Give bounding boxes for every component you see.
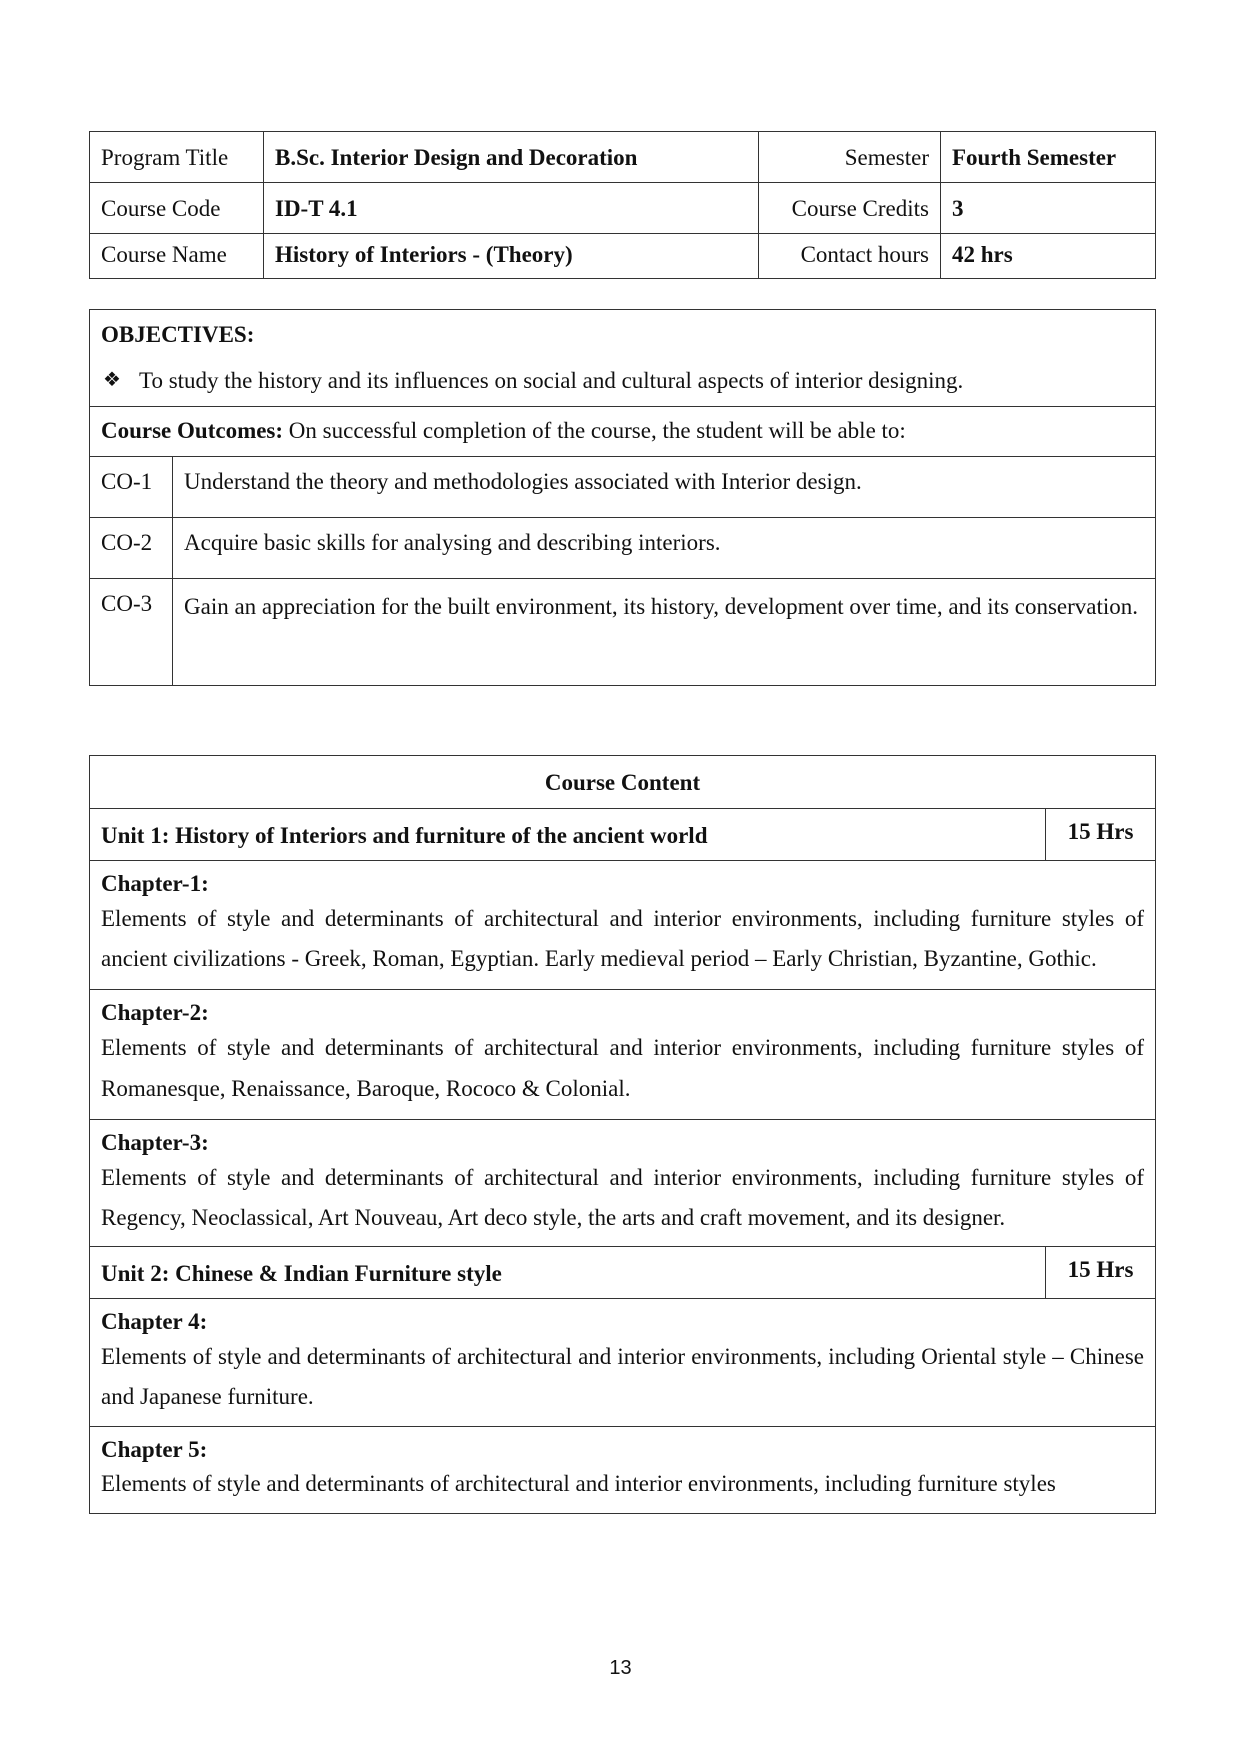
page-number: 13 <box>609 1657 632 1679</box>
chapter-heading: Chapter 4: <box>101 1309 208 1335</box>
outcome-code: CO-1 <box>90 456 173 517</box>
outcome-code: CO-2 <box>90 517 173 578</box>
chapter-cell <box>90 861 1156 990</box>
chapter-cell <box>90 1299 1156 1426</box>
chapter-cell <box>90 1119 1156 1246</box>
chapter-cell <box>90 1426 1156 1513</box>
outcome-text: Acquire basic skills for analysing and describing interiors. <box>173 517 1156 578</box>
objectives-heading: OBJECTIVES: <box>101 322 255 347</box>
course-code-row <box>90 183 1156 234</box>
chapter-body: Elements of style and determinants of architectural and interior environments, including furniture styles of Regency, Neoclassical, Art Nouveau, Art deco style, the arts and craft movement, and its designer. <box>101 1164 1144 1230</box>
diamond-bullet-icon: ❖ <box>103 366 121 391</box>
chapter-heading: Chapter-3: <box>101 1129 209 1155</box>
outcome-row <box>90 578 1156 685</box>
program-title-row <box>90 132 1156 183</box>
chapter-row <box>90 861 1156 990</box>
course-credits-value: 3 <box>941 183 1156 234</box>
course-content-table <box>89 755 1156 1514</box>
objective-text: To study the history and its influences on social and cultural aspects of interior designing. <box>139 367 964 393</box>
outcomes-heading: Course Outcomes: On successful completion of the course, the student will be able to: <box>90 406 1156 456</box>
chapter-cell <box>90 990 1156 1119</box>
unit-hours: 15 Hrs <box>1046 1247 1156 1299</box>
outcome-code: CO-3 <box>90 578 173 685</box>
course-content-title-row <box>90 756 1156 809</box>
objectives-table <box>89 309 1156 686</box>
chapter-body: Elements of style and determinants of architectural and interior environments, including Oriental style – Chinese and Japanese furniture. <box>101 1344 1144 1410</box>
program-title-label: Program Title <box>90 132 264 183</box>
chapter-heading: Chapter-1: <box>101 871 209 896</box>
chapter-heading: Chapter 5: <box>101 1436 208 1462</box>
semester-label: Semester <box>759 132 941 183</box>
unit-hours: 15 Hrs <box>1046 809 1156 861</box>
unit-row <box>90 1247 1156 1299</box>
objective-item <box>101 366 1144 396</box>
chapter-body: Elements of style and determinants of architectural and interior environments, including furniture styles of ancient civilizations - Greek, Roman, Egyptian. Early medieval period – Early Christian, Byzantine, Gothic. <box>101 905 1144 972</box>
chapter-row <box>90 1119 1156 1246</box>
program-title-value: B.Sc. Interior Design and Decoration <box>264 132 759 183</box>
course-code-label: Course Code <box>90 183 264 234</box>
unit-row <box>90 809 1156 861</box>
chapter-row <box>90 1426 1156 1513</box>
outcome-text: Understand the theory and methodologies associated with Interior design. <box>173 456 1156 517</box>
objectives-row <box>90 310 1156 407</box>
course-name-value: History of Interiors - (Theory) <box>264 234 759 279</box>
chapter-heading: Chapter-2: <box>101 1000 209 1026</box>
chapter-body: Elements of style and determinants of architectural and interior environments, including furniture styles <box>101 1471 1056 1497</box>
unit-title: Unit 1: History of Interiors and furniture of the ancient world <box>90 809 1046 861</box>
chapter-row <box>90 1299 1156 1426</box>
outcome-row <box>90 517 1156 578</box>
course-content-title: Course Content <box>90 756 1156 809</box>
chapter-row <box>90 990 1156 1119</box>
course-name-label: Course Name <box>90 234 264 279</box>
contact-hours-label: Contact hours <box>759 234 941 279</box>
semester-value: Fourth Semester <box>941 132 1156 183</box>
course-code-value: ID-T 4.1 <box>264 183 759 234</box>
outcome-text: Gain an appreciation for the built environment, its history, development over time, and its conservation. <box>173 578 1156 685</box>
course-info-table <box>89 131 1156 279</box>
contact-hours-value: 42 hrs <box>941 234 1156 279</box>
outcome-row <box>90 456 1156 517</box>
unit-title: Unit 2: Chinese & Indian Furniture style <box>90 1247 1046 1299</box>
course-credits-label: Course Credits <box>759 183 941 234</box>
course-name-row <box>90 234 1156 279</box>
outcomes-heading-row <box>90 406 1156 456</box>
objectives-cell <box>90 310 1156 407</box>
chapter-body: Elements of style and determinants of architectural and interior environments, including furniture styles of Romanesque, Renaissance, Baroque, Rococo & Colonial. <box>101 1035 1144 1101</box>
